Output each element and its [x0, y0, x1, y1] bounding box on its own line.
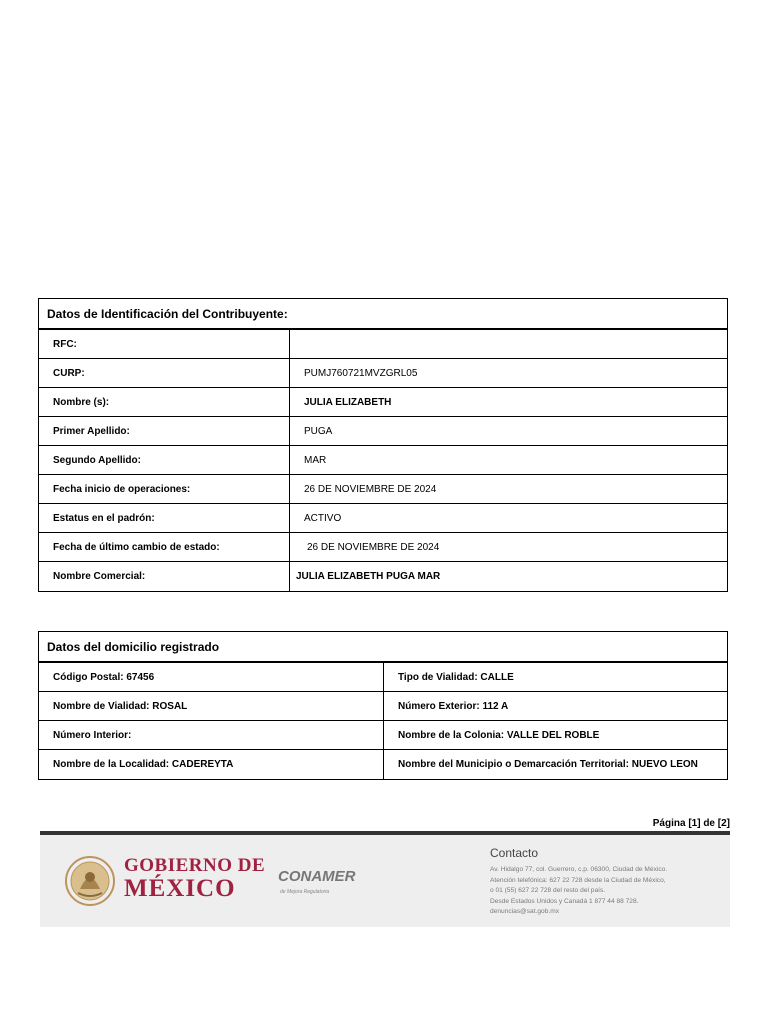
contact-title: Contacto: [490, 846, 539, 860]
segundo-apellido-label: Segundo Apellido:: [39, 446, 290, 474]
nombre-comercial-value: JULIA ELIZABETH PUGA MAR: [296, 571, 441, 582]
fecha-cambio-value: 26 DE NOVIEMBRE DE 2024: [307, 541, 440, 553]
primer-apellido-value: PUGA: [304, 425, 333, 437]
conamer-subtitle: de Mejora Regulatoria: [280, 889, 330, 895]
curp-label: CURP:: [39, 359, 290, 387]
table-row: [39, 692, 727, 721]
page-indicator: Página [1] de [2]: [652, 818, 730, 829]
nombre-value: JULIA ELIZABETH: [304, 396, 392, 408]
table-row: [39, 446, 727, 475]
segundo-apellido-value: MAR: [304, 454, 327, 466]
table-row: [39, 504, 727, 533]
identification-table: [38, 298, 728, 592]
gobierno-logo-line2: MÉXICO: [124, 875, 236, 902]
contact-phone-us: Desde Estados Unidos y Canadá 1 877 44 88 728.: [490, 897, 639, 905]
table-row: [39, 663, 727, 692]
table-row: [39, 388, 727, 417]
numero-interior: Número Interior:: [39, 721, 384, 749]
contact-block: [490, 865, 667, 918]
curp-value: PUMJ760721MVZGRL05: [304, 367, 418, 379]
table-row: [39, 750, 727, 779]
numero-exterior: Número Exterior: 112 A: [398, 700, 509, 712]
table-row: [39, 417, 727, 446]
estatus-label: Estatus en el padrón:: [39, 504, 290, 532]
nombre-label: Nombre (s):: [39, 388, 290, 416]
table-row: [39, 475, 727, 504]
table-row: [39, 359, 727, 388]
domicile-table: [38, 631, 728, 780]
codigo-postal: Código Postal: 67456: [39, 663, 384, 691]
gobierno-seal-icon: [64, 853, 116, 909]
nombre-municipio: Nombre del Municipio o Demarcación Territorial: NUEVO LEON: [398, 759, 698, 770]
nombre-localidad: Nombre de la Localidad: CADEREYTA: [39, 750, 384, 779]
fecha-inicio-value: 26 DE NOVIEMBRE DE 2024: [304, 483, 437, 495]
table-row: [39, 330, 727, 359]
table-row: [39, 562, 727, 591]
contact-phone-cdmx: Atención telefónica: 627 22 728 desde la Ciudad de México,: [490, 876, 666, 884]
nombre-colonia: Nombre de la Colonia: VALLE DEL ROBLE: [398, 729, 600, 741]
identification-title: Datos de Identificación del Contribuyente:: [39, 299, 727, 330]
primer-apellido-label: Primer Apellido:: [39, 417, 290, 445]
footer: [40, 835, 730, 927]
contact-address: Av. Hidalgo 77, col. Guerrero, c.p. 06300, Ciudad de México.: [490, 866, 668, 873]
domicile-title: Datos del domicilio registrado: [39, 632, 727, 663]
tipo-vialidad: Tipo de Vialidad: CALLE: [398, 671, 514, 683]
contact-phone-national: o 01 (55) 627 22 728 del resto del país.: [490, 887, 606, 894]
contact-email[interactable]: denuncias@sat.gob.mx: [490, 908, 560, 915]
rfc-value: [290, 330, 727, 358]
nombre-vialidad: Nombre de Vialidad: ROSAL: [39, 692, 384, 720]
table-row: [39, 533, 727, 562]
gobierno-logo-line1: GOBIERNO DE: [124, 855, 266, 876]
conamer-logo: CONAMER: [278, 868, 356, 885]
rfc-label: RFC:: [39, 330, 290, 358]
table-row: [39, 721, 727, 750]
fecha-inicio-label: Fecha inicio de operaciones:: [39, 475, 290, 503]
fecha-cambio-label: Fecha de último cambio de estado:: [39, 533, 290, 561]
estatus-value: ACTIVO: [304, 512, 342, 524]
nombre-comercial-label: Nombre Comercial:: [39, 562, 290, 591]
